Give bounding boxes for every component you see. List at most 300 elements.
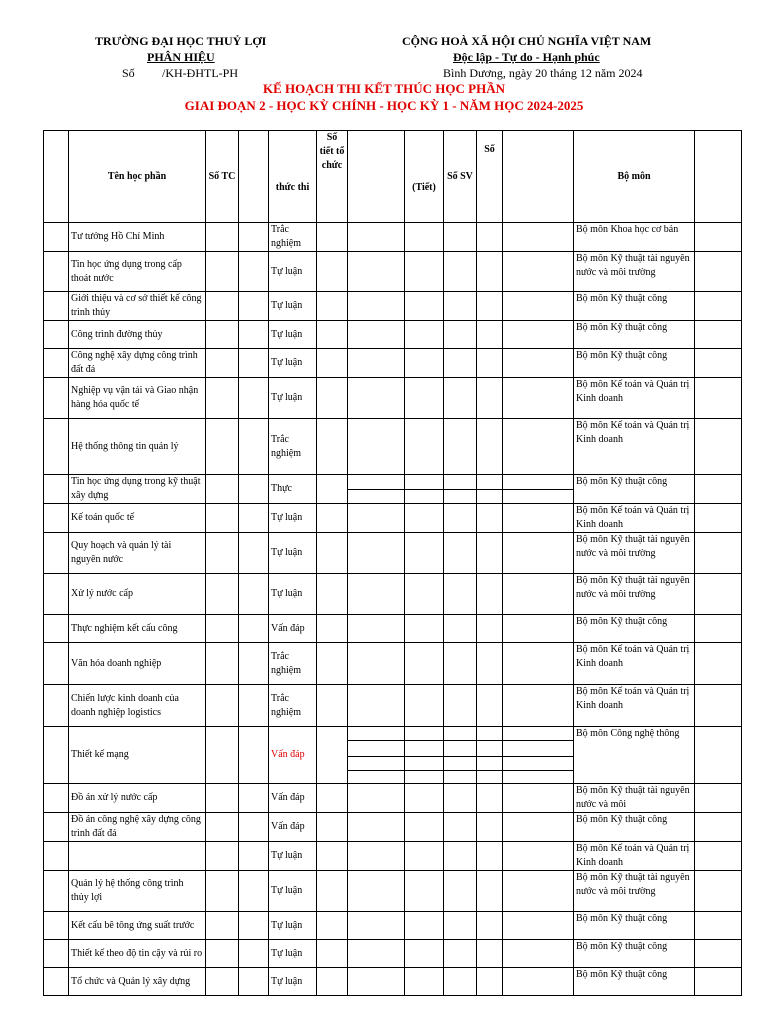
room-cell <box>503 475 574 504</box>
department-cell: Bộ môn Kỹ thuật công <box>574 940 695 968</box>
room-cell <box>503 871 574 912</box>
department-cell: Bộ môn Kỹ thuật công <box>574 912 695 940</box>
cell-divider <box>444 740 476 741</box>
table-row <box>44 842 742 871</box>
period-cell <box>405 784 444 813</box>
blank-cell <box>239 968 269 996</box>
credits-cell <box>206 968 239 996</box>
blank-cell <box>239 813 269 842</box>
header-students: Số SV <box>444 131 477 223</box>
header-blank <box>239 131 269 223</box>
students-cell <box>444 643 477 685</box>
credits-cell <box>206 321 239 349</box>
period-cell <box>405 842 444 871</box>
cell-divider <box>503 740 573 741</box>
room-cell <box>503 321 574 349</box>
header-exam-form: thức thi <box>269 131 317 223</box>
course-name-cell: Thiết kế theo độ tin cậy và rủi ro <box>69 940 206 968</box>
cell-divider <box>503 770 573 771</box>
exam-form-cell: Thực <box>269 475 317 504</box>
note-cell <box>695 842 742 871</box>
date-cell <box>348 223 405 252</box>
blank-cell <box>239 643 269 685</box>
exam-form-cell: Vấn đáp <box>269 727 317 784</box>
sessions-cell <box>317 685 348 727</box>
blank-cell <box>239 871 269 912</box>
credits-cell <box>206 842 239 871</box>
date-cell <box>348 378 405 419</box>
period-cell <box>405 727 444 784</box>
table-row <box>44 321 742 349</box>
department-cell: Bộ môn Kế toán và Quản trị Kinh doanh <box>574 643 695 685</box>
department-cell: Bộ môn Kế toán và Quản trị Kinh doanh <box>574 378 695 419</box>
students-cell <box>444 378 477 419</box>
blank-cell <box>239 940 269 968</box>
course-name-cell: Chiến lược kinh doanh của doanh nghiệp logistics <box>69 685 206 727</box>
note-cell <box>695 871 742 912</box>
count-cell <box>477 685 503 727</box>
table-row <box>44 292 742 321</box>
course-name-cell: Thiết kế mạng <box>69 727 206 784</box>
table-row <box>44 252 742 292</box>
sessions-cell <box>317 643 348 685</box>
table-row <box>44 784 742 813</box>
count-cell <box>477 842 503 871</box>
count-cell <box>477 349 503 378</box>
cell-divider <box>444 770 476 771</box>
credits-cell <box>206 419 239 475</box>
cell-divider <box>477 770 502 771</box>
sessions-cell <box>317 842 348 871</box>
credits-cell <box>206 784 239 813</box>
note-cell <box>695 912 742 940</box>
stt-cell <box>44 419 69 475</box>
exam-form-cell: Tự luận <box>269 349 317 378</box>
table-row <box>44 378 742 419</box>
room-cell <box>503 504 574 533</box>
blank-cell <box>239 784 269 813</box>
stt-cell <box>44 685 69 727</box>
exam-form-cell: Tự luận <box>269 871 317 912</box>
header-stt <box>44 131 69 223</box>
blank-cell <box>239 533 269 574</box>
course-name-cell: Tin học ứng dụng trong kỹ thuật xây dựng <box>69 475 206 504</box>
stt-cell <box>44 574 69 615</box>
period-cell <box>405 378 444 419</box>
count-cell <box>477 912 503 940</box>
university-name: TRƯỜNG ĐẠI HỌC THUỶ LỢI <box>95 34 267 48</box>
course-name-cell: Nghiệp vụ vận tải và Giao nhận hàng hóa quốc tế <box>69 378 206 419</box>
table-row <box>44 813 742 842</box>
note-cell <box>695 643 742 685</box>
header-room <box>503 131 574 223</box>
cell-divider <box>477 489 502 490</box>
course-name-cell: Công trình đường thủy <box>69 321 206 349</box>
count-cell <box>477 504 503 533</box>
credits-cell <box>206 685 239 727</box>
period-cell <box>405 223 444 252</box>
stt-cell <box>44 813 69 842</box>
place-date: Bình Dương, ngày 20 tháng 12 năm 2024 <box>443 66 643 80</box>
period-cell <box>405 813 444 842</box>
department-cell: Bộ môn Kỹ thuật tài nguyên nước và môi trường <box>574 871 695 912</box>
course-name-cell: Đồ án công nghệ xây dựng công trình đất đá <box>69 813 206 842</box>
exam-form-cell: Tự luận <box>269 574 317 615</box>
credits-cell <box>206 912 239 940</box>
header-count: Số <box>477 131 503 223</box>
room-cell <box>503 968 574 996</box>
exam-form-cell: Tự luận <box>269 504 317 533</box>
students-cell <box>444 504 477 533</box>
cell-divider <box>405 489 443 490</box>
stt-cell <box>44 940 69 968</box>
sessions-cell <box>317 533 348 574</box>
exam-form-cell: Tự luận <box>269 940 317 968</box>
stt-cell <box>44 321 69 349</box>
blank-cell <box>239 504 269 533</box>
cell-divider <box>444 756 476 757</box>
students-cell <box>444 223 477 252</box>
students-cell <box>444 321 477 349</box>
exam-form-cell: Tự luận <box>269 912 317 940</box>
sessions-cell <box>317 968 348 996</box>
branch-name: PHÂN HIỆU <box>147 50 215 64</box>
credits-cell <box>206 574 239 615</box>
stt-cell <box>44 643 69 685</box>
count-cell <box>477 419 503 475</box>
room-cell <box>503 533 574 574</box>
room-cell <box>503 252 574 292</box>
students-cell <box>444 871 477 912</box>
students-cell <box>444 784 477 813</box>
period-cell <box>405 504 444 533</box>
note-cell <box>695 727 742 784</box>
course-name-cell: Tổ chức và Quản lý xây dựng <box>69 968 206 996</box>
period-cell <box>405 252 444 292</box>
table-row <box>44 968 742 996</box>
date-cell <box>348 419 405 475</box>
cell-divider <box>348 740 404 741</box>
country-name: CỘNG HOÀ XÃ HỘI CHỦ NGHĨA VIỆT NAM <box>402 34 652 48</box>
note-cell <box>695 504 742 533</box>
note-cell <box>695 685 742 727</box>
cell-divider <box>405 770 443 771</box>
period-cell <box>405 643 444 685</box>
sessions-cell <box>317 223 348 252</box>
count-cell <box>477 475 503 504</box>
count-cell <box>477 784 503 813</box>
credits-cell <box>206 504 239 533</box>
credits-cell <box>206 813 239 842</box>
room-cell <box>503 292 574 321</box>
stt-cell <box>44 727 69 784</box>
table-row <box>44 940 742 968</box>
students-cell <box>444 574 477 615</box>
sessions-cell <box>317 504 348 533</box>
count-cell <box>477 727 503 784</box>
note-cell <box>695 292 742 321</box>
sessions-cell <box>317 475 348 504</box>
course-name-cell: Thực nghiệm kết cấu công <box>69 615 206 643</box>
exam-form-cell: Trắc nghiệm <box>269 419 317 475</box>
course-name-cell: Giới thiệu và cơ sở thiết kế công trình thủy <box>69 292 206 321</box>
blank-cell <box>239 727 269 784</box>
department-cell: Bộ môn Kỹ thuật tài nguyên nước và môi trường <box>574 533 695 574</box>
department-cell: Bộ môn Kế toán và Quản trị Kinh doanh <box>574 419 695 475</box>
room-cell <box>503 349 574 378</box>
period-cell <box>405 475 444 504</box>
exam-form-cell: Vấn đáp <box>269 615 317 643</box>
period-cell <box>405 968 444 996</box>
students-cell <box>444 419 477 475</box>
count-cell <box>477 533 503 574</box>
exam-form-cell: Tự luận <box>269 292 317 321</box>
date-cell <box>348 643 405 685</box>
exam-form-cell: Trắc nghiệm <box>269 685 317 727</box>
header-course-name: Tên học phần <box>69 131 206 223</box>
cell-divider <box>348 770 404 771</box>
table-row <box>44 504 742 533</box>
course-name-cell: Kết cấu bê tông ứng suất trước <box>69 912 206 940</box>
course-name-cell: Quy hoạch và quản lý tài nguyên nước <box>69 533 206 574</box>
students-cell <box>444 842 477 871</box>
blank-cell <box>239 615 269 643</box>
students-cell <box>444 912 477 940</box>
date-cell <box>348 349 405 378</box>
count-cell <box>477 643 503 685</box>
department-cell: Bộ môn Kỹ thuật tài nguyên nước và môi trường <box>574 574 695 615</box>
date-cell <box>348 504 405 533</box>
room-cell <box>503 615 574 643</box>
table-row <box>44 643 742 685</box>
cell-divider <box>444 489 476 490</box>
department-cell: Bộ môn Kỹ thuật công <box>574 475 695 504</box>
table-row <box>44 475 742 504</box>
stt-cell <box>44 871 69 912</box>
stt-cell <box>44 252 69 292</box>
date-cell <box>348 912 405 940</box>
date-cell <box>348 475 405 504</box>
date-cell <box>348 968 405 996</box>
document-code: /KH-ĐHTL-PH <box>162 66 238 80</box>
credits-cell <box>206 940 239 968</box>
stt-cell <box>44 349 69 378</box>
table-row <box>44 574 742 615</box>
sessions-cell <box>317 321 348 349</box>
department-cell: Bộ môn Kế toán và Quản trị Kinh doanh <box>574 685 695 727</box>
date-cell <box>348 813 405 842</box>
header-note <box>695 131 742 223</box>
header-sessions: Số tiết tổ chức <box>317 131 348 223</box>
department-cell: Bộ môn Khoa học cơ bản <box>574 223 695 252</box>
header-date <box>348 131 405 223</box>
count-cell <box>477 615 503 643</box>
stt-cell <box>44 842 69 871</box>
course-name-cell <box>69 842 206 871</box>
students-cell <box>444 292 477 321</box>
sessions-cell <box>317 813 348 842</box>
students-cell <box>444 940 477 968</box>
count-cell <box>477 321 503 349</box>
exam-form-cell: Tự luận <box>269 252 317 292</box>
date-cell <box>348 574 405 615</box>
exam-form-cell: Vấn đáp <box>269 813 317 842</box>
credits-cell <box>206 615 239 643</box>
blank-cell <box>239 349 269 378</box>
credits-cell <box>206 475 239 504</box>
cell-divider <box>477 756 502 757</box>
note-cell <box>695 378 742 419</box>
period-cell <box>405 685 444 727</box>
department-cell: Bộ môn Kỹ thuật công <box>574 968 695 996</box>
count-cell <box>477 378 503 419</box>
cell-divider <box>503 489 573 490</box>
period-cell <box>405 292 444 321</box>
period-cell <box>405 533 444 574</box>
room-cell <box>503 419 574 475</box>
students-cell <box>444 727 477 784</box>
exam-form-cell: Tự luận <box>269 533 317 574</box>
date-cell <box>348 842 405 871</box>
department-cell: Bộ môn Kế toán và Quản trị Kinh doanh <box>574 842 695 871</box>
course-name-cell: Quản lý hệ thống công trình thủy lợi <box>69 871 206 912</box>
note-cell <box>695 252 742 292</box>
room-cell <box>503 223 574 252</box>
blank-cell <box>239 223 269 252</box>
room-cell <box>503 784 574 813</box>
table-row <box>44 419 742 475</box>
course-name-cell: Đồ án xử lý nước cấp <box>69 784 206 813</box>
department-cell: Bộ môn Kỹ thuật công <box>574 349 695 378</box>
sessions-cell <box>317 419 348 475</box>
room-cell <box>503 643 574 685</box>
note-cell <box>695 475 742 504</box>
credits-cell <box>206 349 239 378</box>
room-cell <box>503 378 574 419</box>
course-name-cell: Hệ thống thông tin quản lý <box>69 419 206 475</box>
period-cell <box>405 912 444 940</box>
period-cell <box>405 615 444 643</box>
credits-cell <box>206 643 239 685</box>
department-cell: Bộ môn Kỹ thuật công <box>574 615 695 643</box>
note-cell <box>695 940 742 968</box>
department-cell: Bộ môn Kỹ thuật công <box>574 813 695 842</box>
period-cell <box>405 940 444 968</box>
students-cell <box>444 615 477 643</box>
course-name-cell: Công nghệ xây dựng công trình đất đá <box>69 349 206 378</box>
document-prefix: Số <box>122 66 135 80</box>
exam-form-cell: Trắc nghiệm <box>269 223 317 252</box>
cell-divider <box>348 756 404 757</box>
room-cell <box>503 727 574 784</box>
table-row <box>44 223 742 252</box>
room-cell <box>503 813 574 842</box>
stt-cell <box>44 504 69 533</box>
exam-form-cell: Tự luận <box>269 378 317 419</box>
department-cell: Bộ môn Kỹ thuật công <box>574 292 695 321</box>
blank-cell <box>239 292 269 321</box>
table-row <box>44 533 742 574</box>
table-row <box>44 727 742 784</box>
date-cell <box>348 685 405 727</box>
blank-cell <box>239 475 269 504</box>
exam-plan-table <box>43 130 742 996</box>
room-cell <box>503 574 574 615</box>
course-name-cell: Văn hóa doanh nghiệp <box>69 643 206 685</box>
date-cell <box>348 292 405 321</box>
cell-divider <box>503 756 573 757</box>
date-cell <box>348 252 405 292</box>
date-cell <box>348 940 405 968</box>
sessions-cell <box>317 871 348 912</box>
note-cell <box>695 968 742 996</box>
blank-cell <box>239 685 269 727</box>
header-department: Bộ môn <box>574 131 695 223</box>
course-name-cell: Kế toán quốc tế <box>69 504 206 533</box>
department-cell: Bộ môn Công nghệ thông <box>574 727 695 784</box>
blank-cell <box>239 252 269 292</box>
date-cell <box>348 727 405 784</box>
room-cell <box>503 912 574 940</box>
note-cell <box>695 321 742 349</box>
cell-divider <box>405 756 443 757</box>
table-row <box>44 912 742 940</box>
course-name-cell: Tư tưởng Hồ Chí Minh <box>69 223 206 252</box>
room-cell <box>503 842 574 871</box>
credits-cell <box>206 871 239 912</box>
sessions-cell <box>317 252 348 292</box>
students-cell <box>444 813 477 842</box>
stt-cell <box>44 378 69 419</box>
note-cell <box>695 419 742 475</box>
sessions-cell <box>317 912 348 940</box>
count-cell <box>477 940 503 968</box>
exam-form-cell: Trắc nghiệm <box>269 643 317 685</box>
note-cell <box>695 574 742 615</box>
note-cell <box>695 349 742 378</box>
students-cell <box>444 252 477 292</box>
date-cell <box>348 871 405 912</box>
sessions-cell <box>317 378 348 419</box>
sessions-cell <box>317 292 348 321</box>
cell-divider <box>405 740 443 741</box>
course-name-cell: Xử lý nước cấp <box>69 574 206 615</box>
table-row <box>44 685 742 727</box>
period-cell <box>405 574 444 615</box>
period-cell <box>405 349 444 378</box>
sessions-cell <box>317 784 348 813</box>
students-cell <box>444 349 477 378</box>
course-name-cell: Tin học ứng dụng trong cấp thoát nước <box>69 252 206 292</box>
blank-cell <box>239 912 269 940</box>
count-cell <box>477 871 503 912</box>
sessions-cell <box>317 940 348 968</box>
department-cell: Bộ môn Kỹ thuật tài nguyên nước và môi <box>574 784 695 813</box>
table-row <box>44 871 742 912</box>
period-cell <box>405 321 444 349</box>
plan-subtitle: GIAI ĐOẠN 2 - HỌC KỲ CHÍNH - HỌC KỲ 1 - NĂM HỌC 2024-2025 <box>184 98 584 113</box>
count-cell <box>477 223 503 252</box>
count-cell <box>477 813 503 842</box>
stt-cell <box>44 292 69 321</box>
note-cell <box>695 784 742 813</box>
count-cell <box>477 574 503 615</box>
credits-cell <box>206 727 239 784</box>
credits-cell <box>206 292 239 321</box>
students-cell <box>444 968 477 996</box>
date-cell <box>348 615 405 643</box>
stt-cell <box>44 784 69 813</box>
